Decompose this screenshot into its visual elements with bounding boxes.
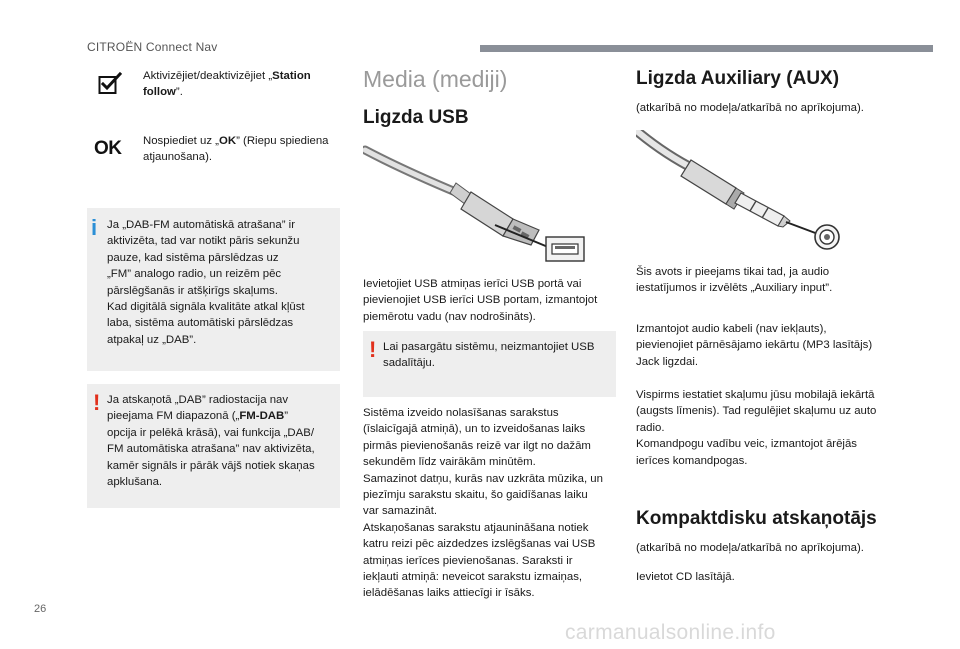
header-bar [480,45,933,52]
info-line: aktivizēta, tad var notikt pāris sekunžu [107,235,300,248]
station-follow-icon [98,71,122,95]
dab-warning-box [87,384,340,508]
usb-warning-text [383,339,611,372]
playlist-line: iekļauti atmiņā: neveicot sarakstu izmaiņas, [363,571,583,584]
ok-text-after: ” (Riepu spiediena atjaunošana). [143,135,329,164]
playlist-line: ielādēšanas laiks attiecīgi ir īsāks. [363,587,535,600]
info-line: Kad digitālā signāla kvalitāte atkal kļūst [107,301,305,314]
playlist-text [363,405,621,602]
warning-line: apklušana. [107,476,163,489]
aux-paragraph-3 [636,387,931,469]
jack-illustration [636,130,846,255]
page-number: 26 [34,603,47,615]
aux-line: Komandpogu vadību veic, izmantojot ārējās [636,438,857,451]
warning-icon: ! [93,390,101,415]
ok-text-before: Nospiediet uz „ [143,135,219,147]
usb-warning-box [363,331,616,397]
watermark: carmanualsonline.info [565,621,776,644]
info-line: laba, sistēma automātiski pārslēdzas [107,317,294,330]
usb-line: Ievietojiet USB atmiņas ierīci USB portā vai [363,278,582,290]
station-follow-text-before: Aktivizējiet/deaktivizējiet „ [143,70,273,82]
usb-heading: Ligzda USB [363,107,469,128]
cd-note: (atkarībā no modeļa/atkarībā no aprīkojuma). [636,542,864,554]
aux-line: Jack ligzdai. [636,355,699,368]
ok-text [143,133,343,166]
usb-text [363,276,618,325]
dab-fm-info-box [87,208,340,371]
aux-line: Izmantojot audio kabeli (nav iekļauts), [636,323,827,335]
warning-line [107,408,335,424]
aux-line: iestatījumos ir izvēlēts „Auxiliary input”. [636,282,833,295]
aux-line: Šis avots ir pieejams tikai tad, ja audio [636,266,830,278]
ok-label: OK [218,135,237,147]
usb-warning-line: Lai pasargātu sistēmu, neizmantojiet USB [383,341,595,353]
cd-text: Ievietot CD lasītājā. [636,571,735,583]
station-follow-text [143,68,333,101]
fm-dab-label: FM-DAB [239,410,285,423]
aux-heading: Ligzda Auxiliary (AUX) [636,68,840,89]
usb-warning-line: sadalītāju. [383,357,435,370]
station-follow-text-after: ”. [175,86,183,99]
aux-line: radio. [636,421,665,434]
aux-line: Vispirms iestatiet skaļumu jūsu mobilajā iekārtā [636,389,875,401]
playlist-line: Sistēma izveido nolasīšanas sarakstus [363,407,559,419]
warning-line: FM automātiska atrašana” nav aktivizēta, [107,443,315,456]
header-title: CITROËN Connect Nav [87,40,218,54]
warning-line-before: pieejama FM diapazonā („ [107,410,240,423]
aux-line: pievienojiet pārnēsājamo iekārtu (MP3 lasītājs) [636,339,873,352]
usb-illustration [363,145,588,265]
playlist-line: piezīmju sarakstu skaitu, šo gaidīšanas laiku [363,489,588,502]
aux-line: ierīces komandpogas. [636,454,748,467]
warning-line: kamēr signāls ir pārāk vājš notiek skaņas [107,459,315,472]
info-line: „FM” analogo radio, un reizēm pēc [107,268,282,281]
aux-line: (augsts līmenis). Tad regulējiet skaļumu uz auto [636,405,877,418]
aux-paragraph-2 [636,321,926,370]
playlist-line: Atskaņošanas sarakstu atjaunināšana notiek [363,521,589,534]
info-line: Ja „DAB-FM automātiskā atrašana” ir [107,219,296,231]
usb-line: pievienojiet USB ierīci USB portam, izmantojot [363,294,598,307]
aux-paragraph-1 [636,264,926,297]
media-title: Media (mediji) [363,66,508,92]
warning-icon: ! [369,337,377,362]
usb-line: piemērotu vadu (nav nodrošināts). [363,310,536,323]
station-follow-label: Station follow [143,70,311,99]
cd-heading: Kompaktdisku atskaņotājs [636,508,877,529]
playlist-line: pirmās pievienošanās reizē var ilgt no dažām [363,439,591,452]
playlist-line: var samazināt. [363,505,438,518]
playlist-line: katru reizi pēc aizdedzes izslēgšanas vai USB [363,538,596,551]
info-box-text [107,217,335,348]
playlist-line: sekundēm līdz vairākām minūtēm. [363,456,536,469]
warning-line: opcija ir pelēkā krāsā), vai funkcija „DAB/ [107,426,315,439]
ok-icon: OK [94,138,122,159]
info-line: pārslēgšanās ir atšķirīgs skaļums. [107,284,278,297]
playlist-line: atmiņas ierīces pievienošanas. Saraksti ir [363,554,573,567]
warning-box-text [107,392,335,490]
info-line: atpakaļ uz „DAB”. [107,333,197,346]
warning-line: Ja atskaņotā „DAB” radiostacija nav [107,394,289,406]
aux-note: (atkarībā no modeļa/atkarībā no aprīkojuma). [636,102,864,114]
playlist-line: Samazinot datņu, kurās nav uzkrāta mūzika, un [363,472,603,485]
info-line: pauze, kad sistēma pārslēdzas uz [107,251,279,264]
warning-line-after: ” [284,410,289,423]
info-icon: i [91,215,98,240]
playlist-line: (īslaicīgajā atmiņā), un to izveidošanas laiks [363,423,586,436]
